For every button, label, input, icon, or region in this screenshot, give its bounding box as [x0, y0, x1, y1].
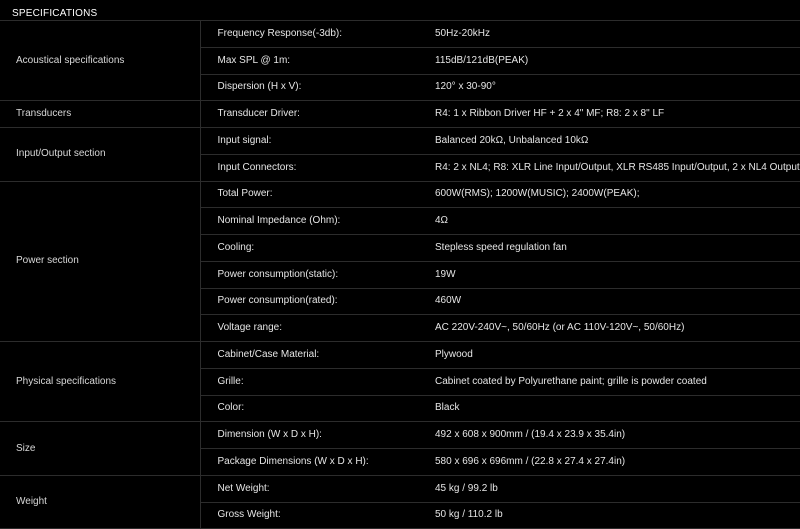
- spec-value: R4: 1 x Ribbon Driver HF + 2 x 4" MF; R8: 2 x 8" LF: [418, 101, 800, 128]
- spec-label: Total Power:: [200, 181, 418, 208]
- spec-label: Color:: [200, 395, 418, 422]
- spec-group-name: Input/Output section: [0, 128, 200, 182]
- spec-value: 45 kg / 99.2 lb: [418, 475, 800, 502]
- spec-group-name: Size: [0, 422, 200, 476]
- spec-group-name: Weight: [0, 475, 200, 529]
- spec-label: Package Dimensions (W x D x H):: [200, 449, 418, 476]
- spec-row: [0, 128, 800, 155]
- spec-row: [0, 181, 800, 208]
- spec-group-name: Power section: [0, 181, 200, 342]
- spec-label: Grille:: [200, 368, 418, 395]
- spec-label: Cooling:: [200, 235, 418, 262]
- spec-label: Cabinet/Case Material:: [200, 342, 418, 369]
- spec-row: [0, 342, 800, 369]
- spec-label: Input Connectors:: [200, 154, 418, 181]
- spec-value: Plywood: [418, 342, 800, 369]
- spec-label: Dimension (W x D x H):: [200, 422, 418, 449]
- spec-value: 50 kg / 110.2 lb: [418, 502, 800, 529]
- spec-value: 600W(RMS); 1200W(MUSIC); 2400W(PEAK);: [418, 181, 800, 208]
- spec-value: 460W: [418, 288, 800, 315]
- spec-label: Dispersion (H x V):: [200, 74, 418, 101]
- spec-value: 115dB/121dB(PEAK): [418, 47, 800, 74]
- spec-label: Nominal Impedance (Ohm):: [200, 208, 418, 235]
- spec-value: R4: 2 x NL4; R8: XLR Line Input/Output, XLR RS485 Input/Output, 2 x NL4 Output: [418, 154, 800, 181]
- spec-row: [0, 21, 800, 48]
- spec-group-name: Transducers: [0, 101, 200, 128]
- spec-value: Cabinet coated by Polyurethane paint; grille is powder coated: [418, 368, 800, 395]
- spec-value: 4Ω: [418, 208, 800, 235]
- spec-value: Balanced 20kΩ, Unbalanced 10kΩ: [418, 128, 800, 155]
- spec-row: [0, 422, 800, 449]
- spec-row: [0, 101, 800, 128]
- spec-label: Input signal:: [200, 128, 418, 155]
- spec-label: Frequency Response(-3db):: [200, 21, 418, 48]
- specifications-table-body: [0, 21, 800, 529]
- page-title: SPECIFICATIONS: [12, 8, 98, 19]
- spec-value: 120° x 30-90°: [418, 74, 800, 101]
- spec-value: 50Hz-20kHz: [418, 21, 800, 48]
- spec-label: Max SPL @ 1m:: [200, 47, 418, 74]
- spec-group-name: Physical specifications: [0, 342, 200, 422]
- spec-value: AC 220V-240V~, 50/60Hz (or AC 110V-120V~, 50/60Hz): [418, 315, 800, 342]
- specifications-table: [0, 20, 800, 529]
- spec-label: Voltage range:: [200, 315, 418, 342]
- spec-value: 580 x 696 x 696mm / (22.8 x 27.4 x 27.4in): [418, 449, 800, 476]
- spec-label: Net Weight:: [200, 475, 418, 502]
- spec-value: Black: [418, 395, 800, 422]
- spec-value: Stepless speed regulation fan: [418, 235, 800, 262]
- spec-label: Power consumption(rated):: [200, 288, 418, 315]
- spec-label: Transducer Driver:: [200, 101, 418, 128]
- spec-label: Power consumption(static):: [200, 261, 418, 288]
- spec-value: 492 x 608 x 900mm / (19.4 x 23.9 x 35.4in): [418, 422, 800, 449]
- spec-value: 19W: [418, 261, 800, 288]
- spec-row: [0, 475, 800, 502]
- spec-group-name: Acoustical specifications: [0, 21, 200, 101]
- spec-label: Gross Weight:: [200, 502, 418, 529]
